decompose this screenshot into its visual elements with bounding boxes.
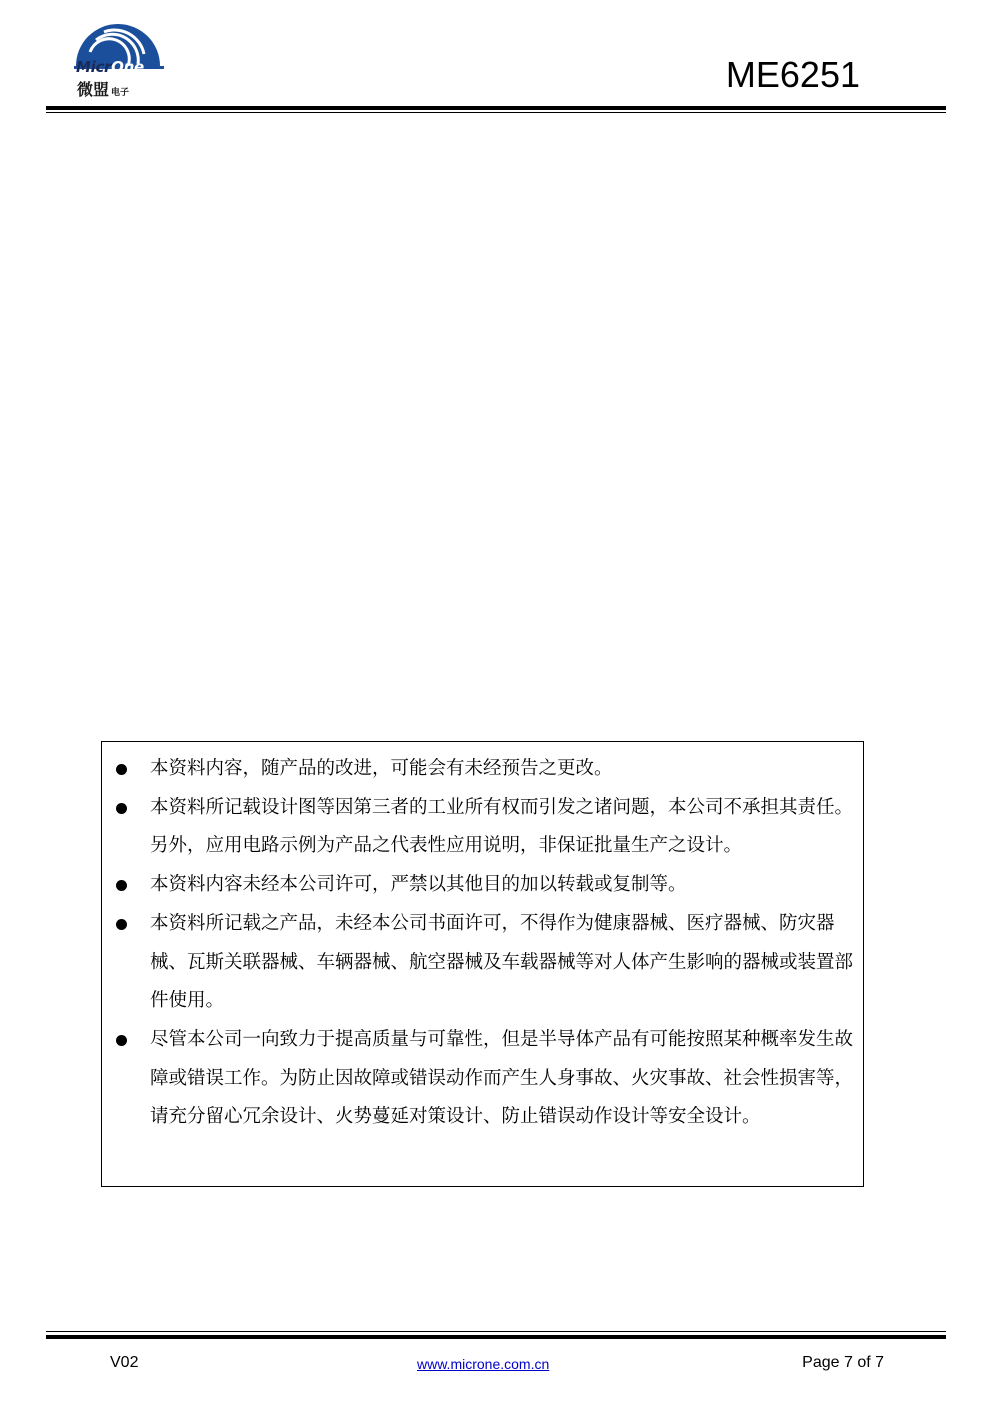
header-rule-thick (46, 106, 946, 110)
footer-rule-thin (46, 1331, 946, 1332)
disclaimer-item: 本资料所记载设计图等因第三者的工业所有权而引发之诸问题，本公司不承担其责任。另外，应用电路示例为产品之代表性应用说明，非保证批量生产之设计。 (102, 789, 863, 866)
bullet-icon (116, 1035, 127, 1046)
disclaimer-item: 本资料内容，随产品的改进，可能会有未经预告之更改。 (102, 750, 863, 789)
footer-website-link[interactable]: www.microne.com.cn (417, 1356, 550, 1372)
footer-version: V02 (110, 1354, 139, 1371)
footer-rule-thick (46, 1335, 946, 1339)
header-rule-thin (46, 112, 946, 113)
logo-brand-cn: 微盟 电子 (77, 80, 130, 99)
disclaimer-item: 本资料所记载之产品，未经本公司书面许可，不得作为健康器械、医疗器械、防灾器械、瓦斯关联器械、车辆器械、航空器械及车载器械等对人体产生影响的器械或装置部件使用。 (102, 905, 863, 1021)
document-title: ME6251 (725, 54, 860, 95)
disclaimer-item: 尽管本公司一向致力于提高质量与可靠性，但是半导体产品有可能按照某种概率发生故障或错误工作。为防止因故障或错误动作而产生人身事故、火灾事故、社会性损害等，请充分留心冗余设计、火势蔓延对策设计、防止错误动作设计等安全设计。 (102, 1021, 863, 1137)
disclaimer-list (102, 750, 863, 1137)
footer-page-number: Page 7 of 7 (802, 1354, 884, 1371)
company-logo (74, 24, 164, 100)
disclaimer-item: 本资料内容未经本公司许可，严禁以其他目的加以转载或复制等。 (102, 866, 863, 905)
disclaimer-box (101, 741, 864, 1187)
bullet-icon (116, 880, 127, 891)
bullet-icon (116, 919, 127, 930)
logo-brand-en: MicrOne (76, 58, 144, 76)
bullet-icon (116, 764, 127, 775)
bullet-icon (116, 803, 127, 814)
